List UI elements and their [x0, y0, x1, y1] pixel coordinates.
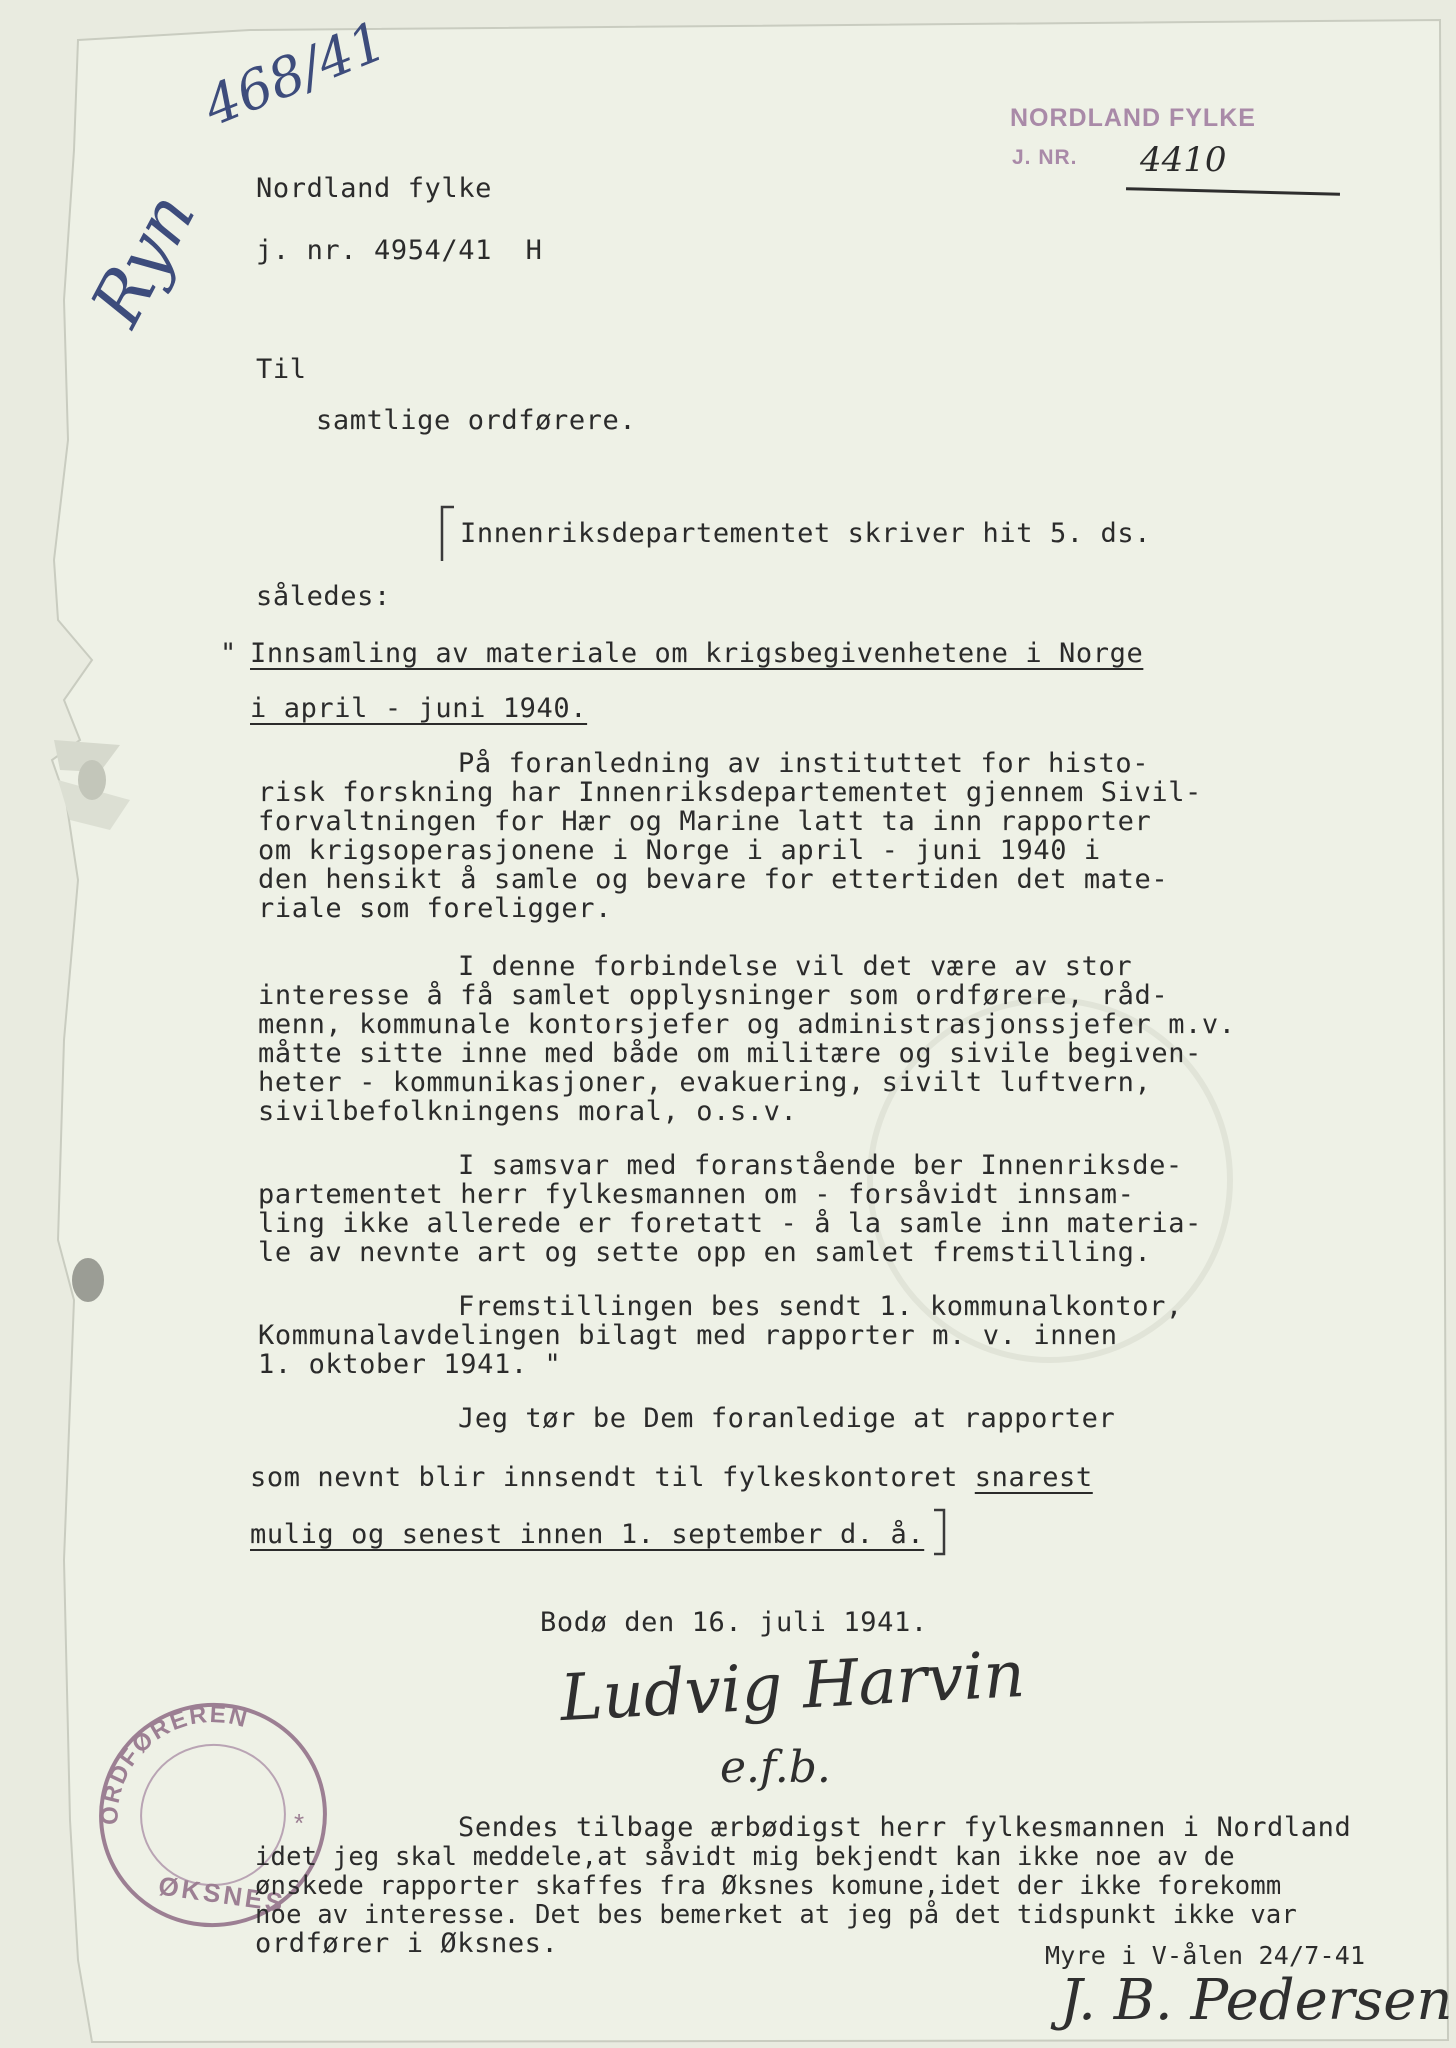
margin-bracket-close — [930, 1508, 950, 1558]
punch-hole — [72, 1258, 104, 1302]
authority-name: Nordland fylke — [256, 173, 492, 204]
recipients: samtlige ordførere. — [316, 405, 637, 436]
handwritten-reference: 468/41 — [195, 8, 395, 139]
quote-title-line2: i april - juni 1940. — [250, 693, 588, 724]
signature: Ludvig Harvin — [558, 1637, 1027, 1737]
reply-signature: J. B. Pedersen — [1060, 1968, 1453, 2033]
paragraph-line: riale som foreligger. — [258, 893, 612, 924]
signature-note: e.f.b. — [720, 1742, 831, 1793]
paragraph-line: heter - kommunikasjoner, evakuering, sivilt luftvern, — [258, 1067, 1152, 1098]
request-line-text: som nevnt blir innsendt til fylkeskontoret — [250, 1462, 975, 1493]
reply-place-date: Myre i V-ålen 24/7-41 — [1045, 1941, 1366, 1970]
paragraph-line: I denne forbindelse vil det være av stor — [458, 951, 1133, 982]
margin-bracket — [438, 505, 458, 565]
paragraph-line: interesse å få samlet opplysninger som ordførere, råd- — [258, 980, 1169, 1011]
reply-line: noe av interesse. Det bes bemerket at jeg på det tidspunkt ikke var — [255, 1900, 1298, 1930]
paragraph-line: måtte sitte inne med både om militære og sivile begiven- — [258, 1038, 1202, 1069]
paragraph-line: le av nevnte art og sette opp en samlet fremstilling. — [258, 1237, 1152, 1268]
received-stamp-journal-label: J. NR. — [1012, 146, 1078, 169]
quote-open-mark: " — [220, 638, 237, 669]
request-line — [250, 1464, 1093, 1492]
received-stamp-title: NORDLAND FYLKE — [1010, 104, 1256, 132]
mayor-stamp-bottom-text: ØKSNES — [156, 1870, 288, 1919]
request-line: Jeg tør be Dem foranledige at rapporter — [458, 1403, 1116, 1434]
paragraph-line: partementet herr fylkesmannen om - forsåvidt innsam- — [258, 1179, 1135, 1210]
received-stamp-journal-value: 4410 — [1140, 140, 1227, 180]
intro-thus: således: — [256, 581, 391, 612]
paragraph-line: I samsvar med foranstående ber Innenriksde- — [458, 1150, 1183, 1181]
journal-number: j. nr. 4954/41 H — [256, 235, 543, 266]
quote-title-line1: Innsamling av materiale om krigsbegivenhetene i Norge — [250, 638, 1144, 669]
paragraph-line: 1. oktober 1941. " — [258, 1349, 562, 1380]
paragraph-line: risk forskning har Innenriksdepartementet gjennem Sivil- — [258, 777, 1202, 808]
punch-hole — [78, 760, 106, 800]
reply-line: ønskede rapporter skaffes fra Øksnes komune,idet der ikke forekomm — [255, 1871, 1282, 1901]
reply-line: Sendes tilbage ærbødigst herr fylkesmannen i Nordland — [458, 1812, 1352, 1843]
paragraph-line: forvaltningen for Hær og Marine latt ta inn rapporter — [258, 806, 1152, 837]
paragraph-line: Fremstillingen bes sendt 1. kommunalkontor, — [458, 1291, 1183, 1322]
to-label: Til — [256, 354, 307, 385]
request-emphasis: snarest — [974, 1462, 1093, 1493]
paragraph-line: På foranledning av instituttet for histo- — [458, 748, 1150, 779]
place-date: Bodø den 16. juli 1941. — [540, 1607, 928, 1638]
paragraph-line: Kommunalavdelingen bilagt med rapporter m. v. innen — [258, 1320, 1118, 1351]
paragraph-line: sivilbefolkningens moral, o.s.v. — [258, 1096, 798, 1127]
intro-line: Innenriksdepartementet skriver hit 5. ds. — [460, 518, 1152, 549]
mayor-stamp-star: * — [294, 1808, 305, 1838]
request-deadline: mulig og senest innen 1. september d. å. — [250, 1519, 925, 1550]
paragraph-line: om krigsoperasjonene i Norge i april - juni 1940 i — [258, 835, 1101, 866]
reply-line: idet jeg skal meddele,at såvidt mig bekjendt kan ikke noe av de — [255, 1842, 1235, 1872]
paragraph-line: menn, kommunale kontorsjefer og administrasjonssjefer m.v. — [258, 1009, 1236, 1040]
mayor-stamp-top-text: ORDFØREREN — [96, 1700, 252, 1826]
paragraph-line: den hensikt å samle og bevare for ettertiden det mate- — [258, 864, 1169, 895]
reply-line: ordfører i Øksnes. — [255, 1928, 559, 1959]
paragraph-line: ling ikke allerede er foretatt - å la samle inn materia- — [258, 1208, 1202, 1239]
handwritten-initials: Ryn — [75, 179, 212, 339]
